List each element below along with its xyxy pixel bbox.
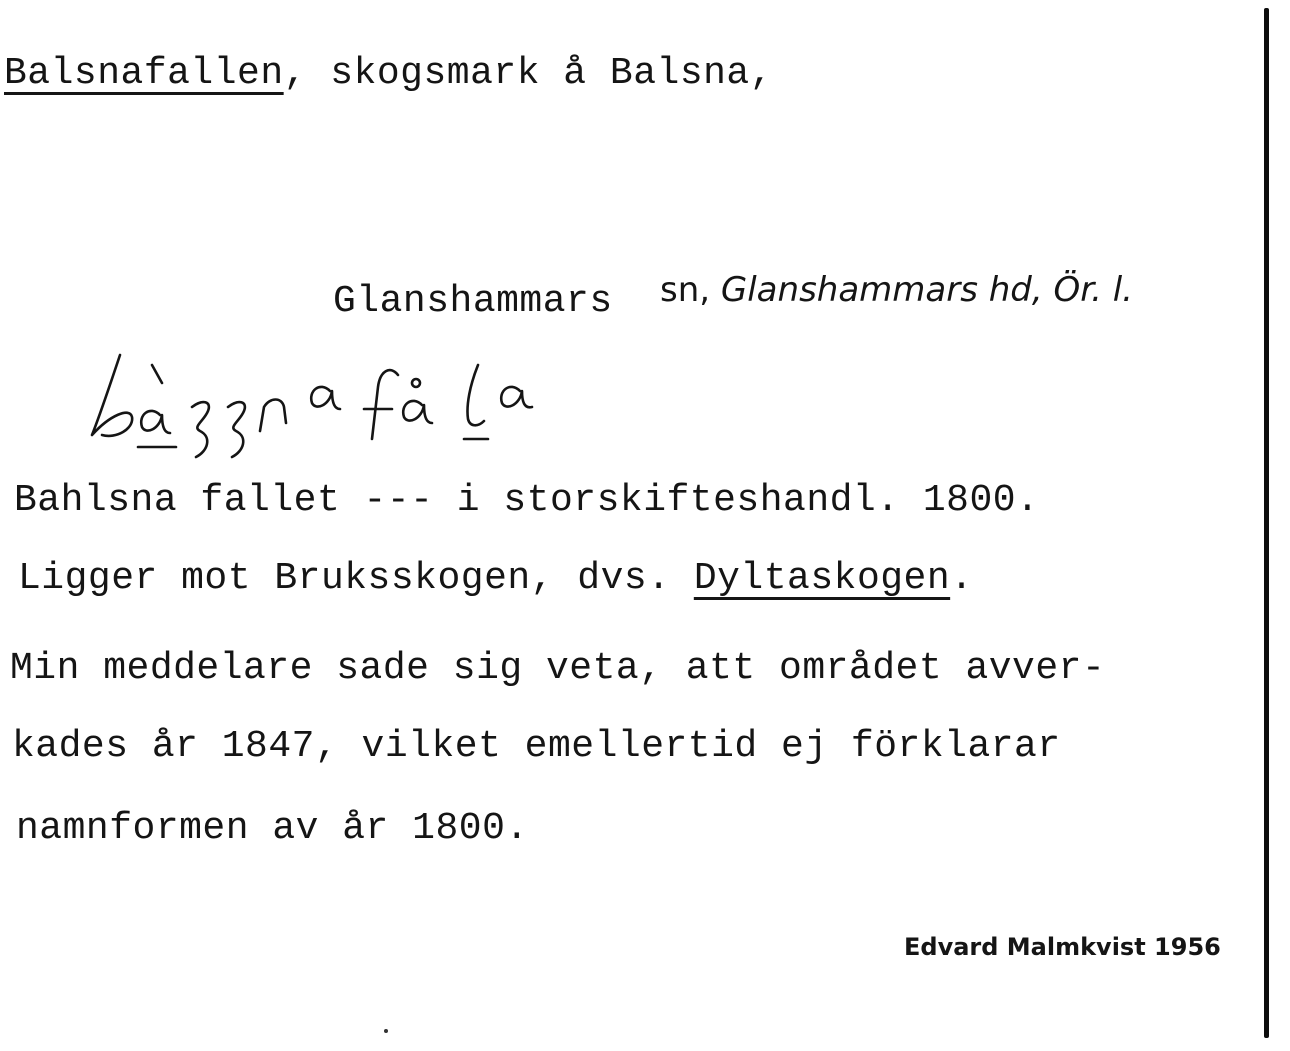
district-name: Glanshammars hd, Ör. l.: [720, 270, 1133, 310]
informant-line-1: Min meddelare sade sig veta, att området avver-: [10, 647, 1106, 690]
source-line: Bahlsna fallet --- i storskifteshandl. 1800.: [14, 479, 1040, 522]
phonetic-handwriting: [80, 322, 580, 465]
phonetic-text: bàʒʒna fåla: [80, 322, 153, 339]
forest-name: Dyltaskogen: [693, 557, 951, 600]
parish-abbrev: sn,: [660, 270, 711, 310]
parish-name: Glanshammars: [333, 280, 613, 323]
location-text: Ligger mot Bruksskogen, dvs.: [18, 557, 694, 600]
location-end: .: [950, 557, 974, 600]
signature: Edvard Malmkvist 1956: [904, 933, 1221, 961]
heading-place-name: Balsnafallen: [4, 52, 284, 95]
heading-description: , skogsmark å Balsna,: [283, 52, 774, 95]
district-line: [660, 270, 1133, 310]
location-line: [18, 557, 974, 600]
informant-line-3: namnformen av år 1800.: [16, 807, 529, 850]
heading: [4, 52, 774, 95]
dust-speck: [384, 1029, 388, 1033]
card-edge-line: [1264, 8, 1269, 1038]
informant-line-2: kades år 1847, vilket emellertid ej förklarar: [12, 725, 1061, 768]
